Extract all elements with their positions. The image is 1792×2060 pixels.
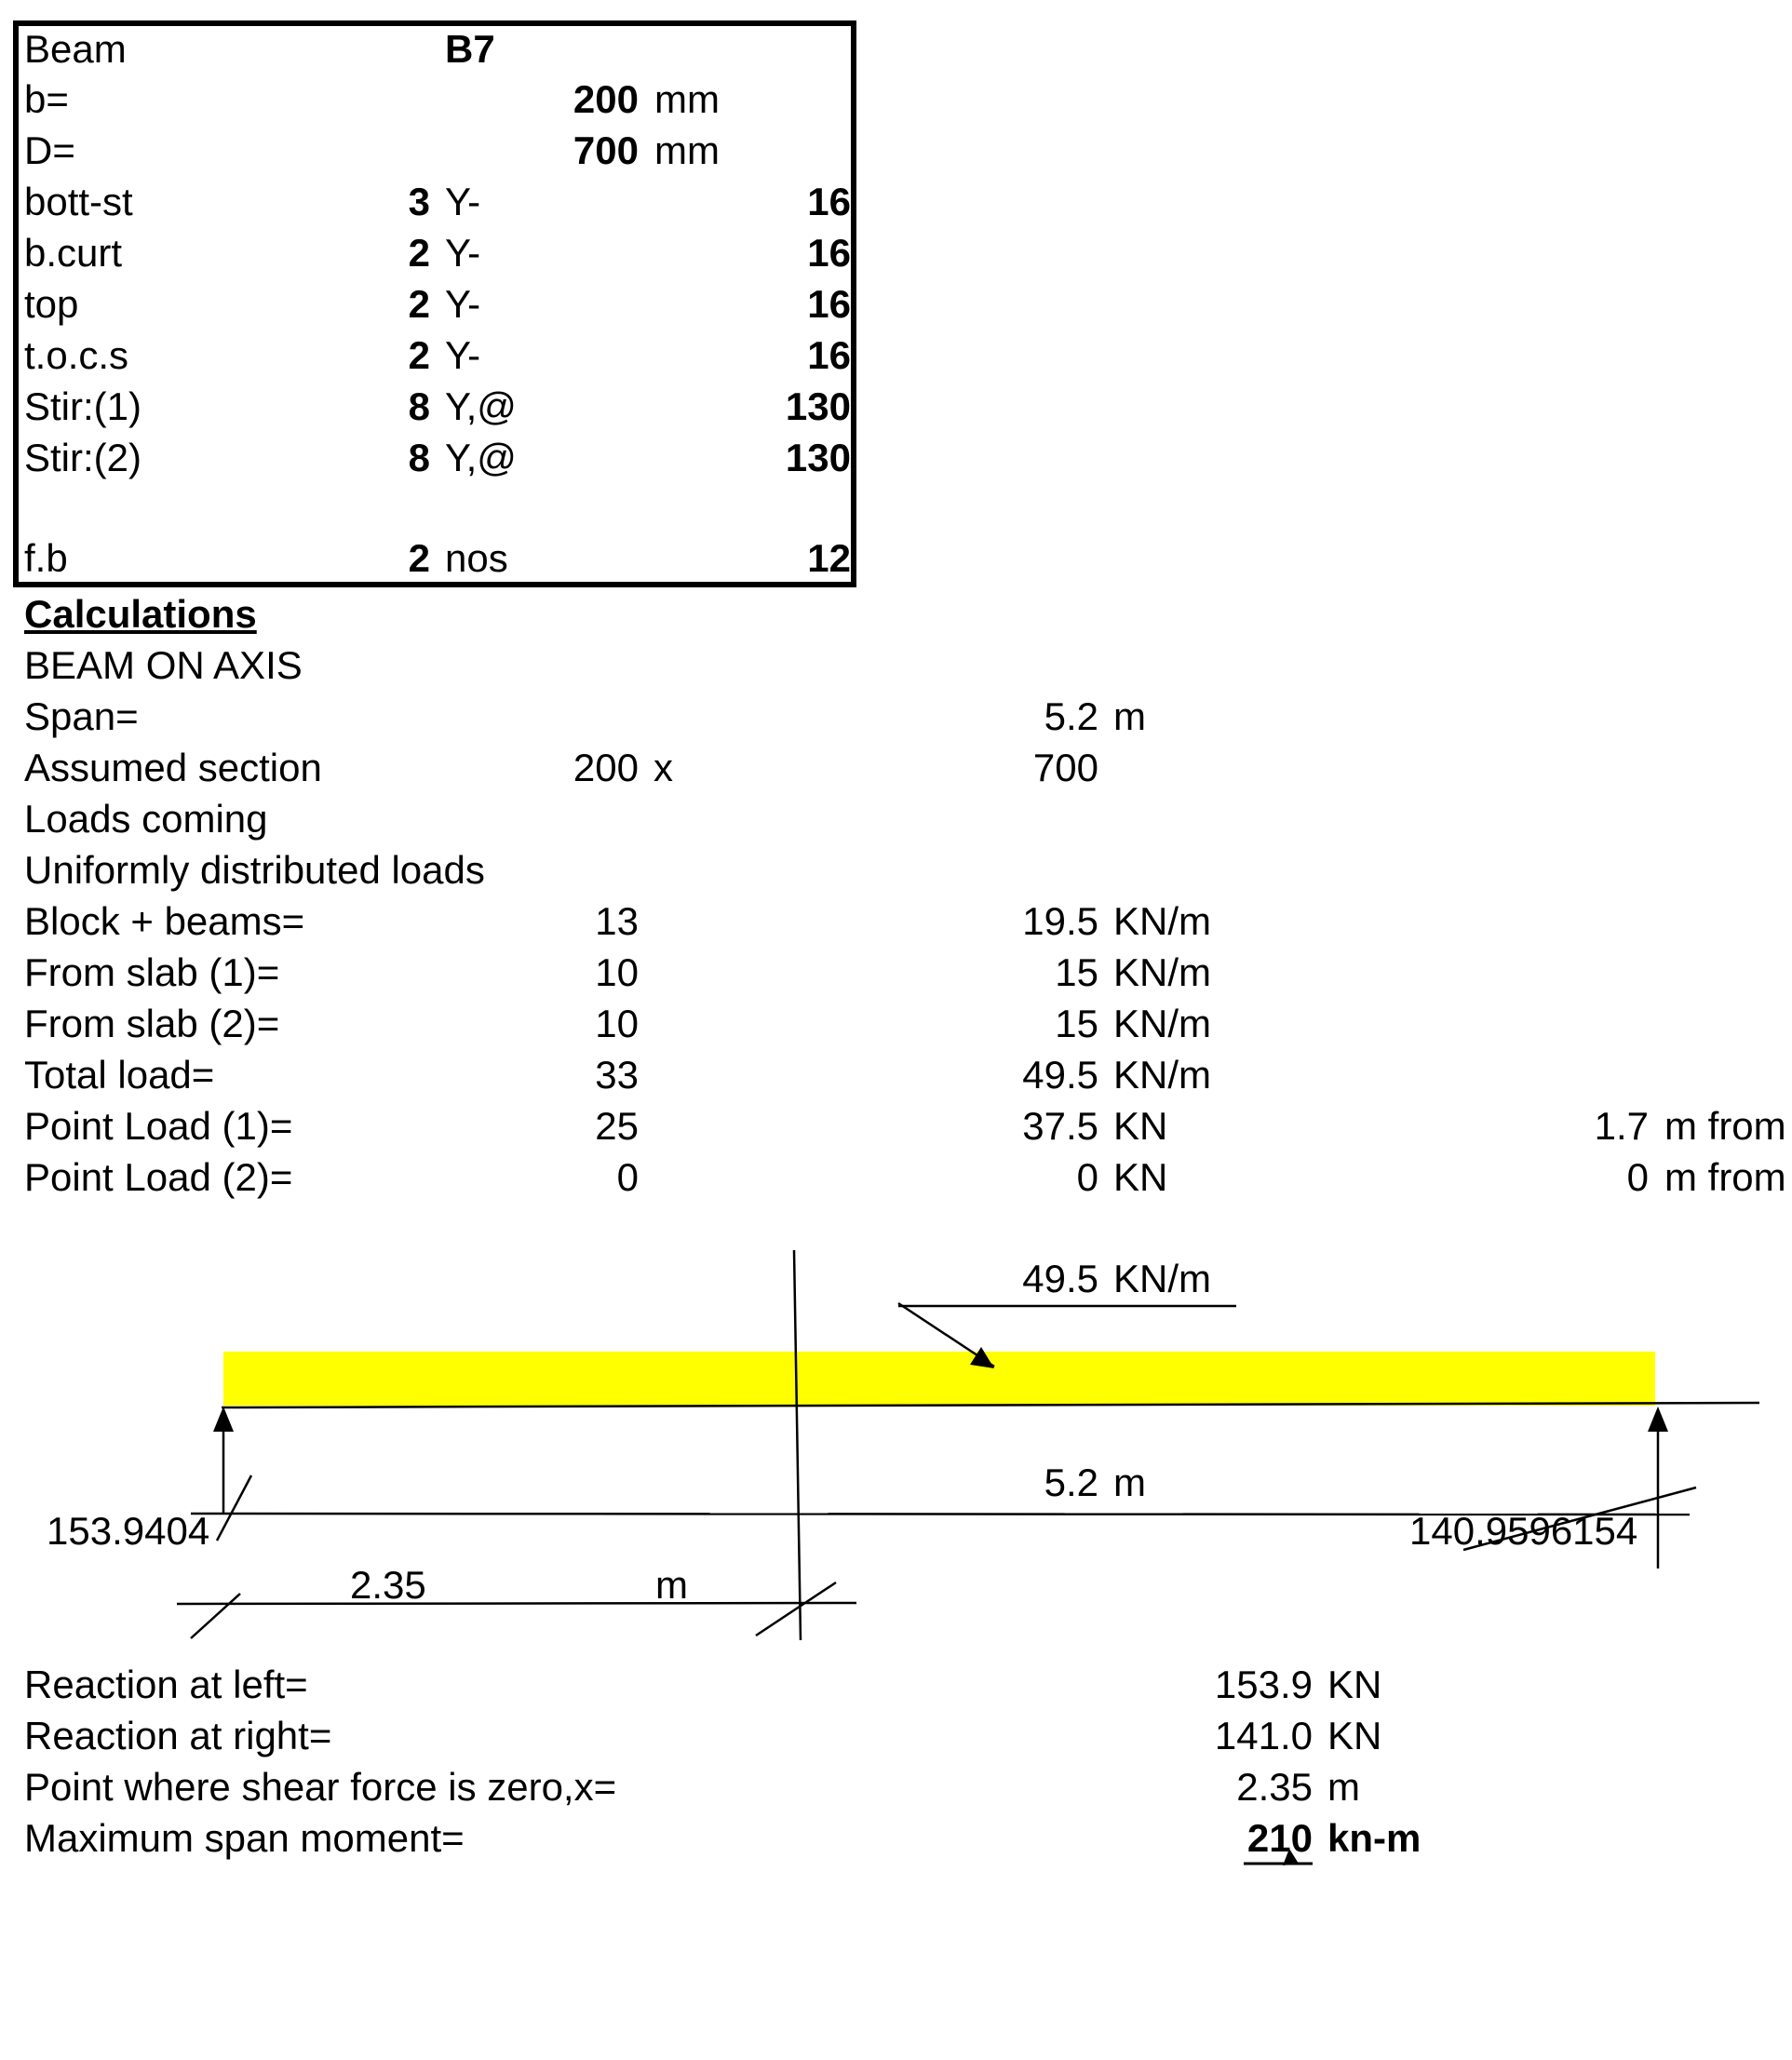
point-load-label: Point Load (2)=: [24, 1155, 293, 1199]
load-factored: 19.5: [1022, 899, 1098, 943]
bar-row-label: b.curt: [24, 231, 123, 275]
load-unit: KN/m: [1113, 1002, 1211, 1045]
bar-row-count: 8: [408, 436, 430, 479]
b-label: b=: [24, 77, 69, 121]
reaction-left-value: 153.9: [1214, 1663, 1313, 1706]
b-value: 200: [573, 77, 639, 121]
bar-row-label: Stir:(2): [24, 436, 141, 479]
point-load-unit: KN: [1113, 1104, 1168, 1148]
bar-row-type: Y,@: [445, 384, 517, 428]
bar-row-label: bott-st: [24, 180, 133, 223]
beam-label: Beam: [24, 27, 127, 71]
load-service: 10: [595, 950, 639, 994]
fb-label: f.b: [24, 536, 68, 580]
bar-row-count: 2: [408, 282, 430, 326]
reaction-left-unit: KN: [1327, 1663, 1382, 1706]
diagram-span-value: 5.2: [1044, 1461, 1098, 1504]
bar-row-label: Stir:(1): [24, 384, 141, 428]
assumed-section-b: 200: [573, 746, 639, 789]
point-load-service: 0: [616, 1155, 639, 1199]
bar-row-size: 16: [807, 180, 851, 223]
load-label: Total load=: [24, 1053, 215, 1097]
left-reaction-arrowhead: [213, 1407, 234, 1432]
bar-row-type: Y-: [445, 333, 481, 377]
load-service: 13: [595, 899, 639, 943]
point-load-label: Point Load (1)=: [24, 1104, 293, 1148]
d-label: D=: [24, 128, 75, 172]
load-label: From slab (1)=: [24, 950, 280, 994]
section-line: [794, 1250, 801, 1640]
bar-row-count: 8: [408, 384, 430, 428]
point-load-factored: 37.5: [1022, 1104, 1098, 1148]
b-unit: mm: [654, 77, 720, 121]
diagram-udl-value: 49.5: [1022, 1257, 1098, 1300]
diagram-udl-unit: KN/m: [1113, 1257, 1211, 1300]
bar-row-type: Y-: [445, 180, 481, 223]
x-dimension-line: [177, 1603, 856, 1604]
bar-row-size: 16: [807, 333, 851, 377]
load-label: From slab (2)=: [24, 1002, 280, 1045]
bar-row-count: 2: [408, 333, 430, 377]
span-tick-left: [217, 1475, 251, 1541]
point-load-distance-unit: m from: [1664, 1104, 1786, 1148]
bar-row-type: Y-: [445, 231, 481, 275]
right-reaction-arrowhead: [1648, 1407, 1668, 1432]
x-tick-right: [756, 1582, 836, 1636]
d-value: 700: [573, 128, 639, 172]
load-unit: KN/m: [1113, 1053, 1211, 1097]
load-factored: 15: [1055, 950, 1098, 994]
calculations-heading: Calculations: [24, 592, 257, 636]
max-moment-label: Maximum span moment=: [24, 1816, 465, 1860]
load-unit: KN/m: [1113, 950, 1211, 994]
fb-count: 2: [408, 536, 430, 580]
point-load-distance: 0: [1626, 1155, 1649, 1199]
load-service: 33: [595, 1053, 639, 1097]
load-unit: KN/m: [1113, 899, 1211, 943]
bar-row-count: 3: [408, 180, 430, 223]
bar-row-size: 16: [807, 231, 851, 275]
assumed-section-x: x: [653, 746, 673, 789]
bar-row-size: 16: [807, 282, 851, 326]
beam-id: B7: [445, 27, 495, 71]
load-service: 10: [595, 1002, 639, 1045]
bar-row-label: top: [24, 282, 79, 326]
d-unit: mm: [654, 128, 720, 172]
bar-row-type: Y,@: [445, 436, 517, 479]
bar-row-count: 2: [408, 231, 430, 275]
zero-shear-unit: m: [1327, 1765, 1360, 1809]
reaction-right-label: Reaction at right=: [24, 1714, 332, 1757]
beam-on-axis-heading: BEAM ON AXIS: [24, 643, 303, 687]
zero-shear-label: Point where shear force is zero,x=: [24, 1765, 617, 1809]
bar-row-type: Y-: [445, 282, 481, 326]
fb-size: 12: [807, 536, 851, 580]
assumed-section-label: Assumed section: [24, 746, 322, 789]
max-moment-unit: kn-m: [1327, 1816, 1421, 1860]
bar-row-label: t.o.c.s: [24, 333, 129, 377]
zero-shear-value: 2.35: [1236, 1765, 1313, 1809]
diagram-x-unit: m: [655, 1563, 688, 1607]
point-load-service: 25: [595, 1104, 639, 1148]
point-load-distance-unit: m from: [1664, 1155, 1786, 1199]
udl-heading: Uniformly distributed loads: [24, 848, 485, 892]
span-unit: m: [1113, 694, 1146, 738]
max-moment-value: 210: [1246, 1816, 1313, 1860]
reaction-left-label: Reaction at left=: [24, 1663, 308, 1706]
load-factored: 49.5: [1022, 1053, 1098, 1097]
diagram-left-reaction: 153.9404: [47, 1509, 210, 1553]
span-value: 5.2: [1044, 694, 1098, 738]
diagram-span-unit: m: [1113, 1461, 1146, 1504]
diagram-right-reaction: 140.9596154: [1409, 1509, 1638, 1553]
point-load-distance: 1.7: [1594, 1104, 1649, 1148]
bar-row-size: 130: [785, 384, 851, 428]
reaction-right-value: 141.0: [1214, 1714, 1313, 1757]
loads-coming-label: Loads coming: [24, 797, 268, 841]
load-label: Block + beams=: [24, 899, 305, 943]
point-load-unit: KN: [1113, 1155, 1168, 1199]
x-tick-left: [191, 1594, 240, 1638]
bar-row-size: 130: [785, 436, 851, 479]
span-label: Span=: [24, 694, 139, 738]
udl-band: [223, 1352, 1655, 1406]
assumed-section-d: 700: [1032, 746, 1098, 789]
point-load-factored: 0: [1076, 1155, 1098, 1199]
diagram-x-value: 2.35: [350, 1563, 426, 1607]
load-factored: 15: [1055, 1002, 1098, 1045]
fb-type: nos: [445, 536, 508, 580]
reaction-right-unit: KN: [1327, 1714, 1382, 1757]
